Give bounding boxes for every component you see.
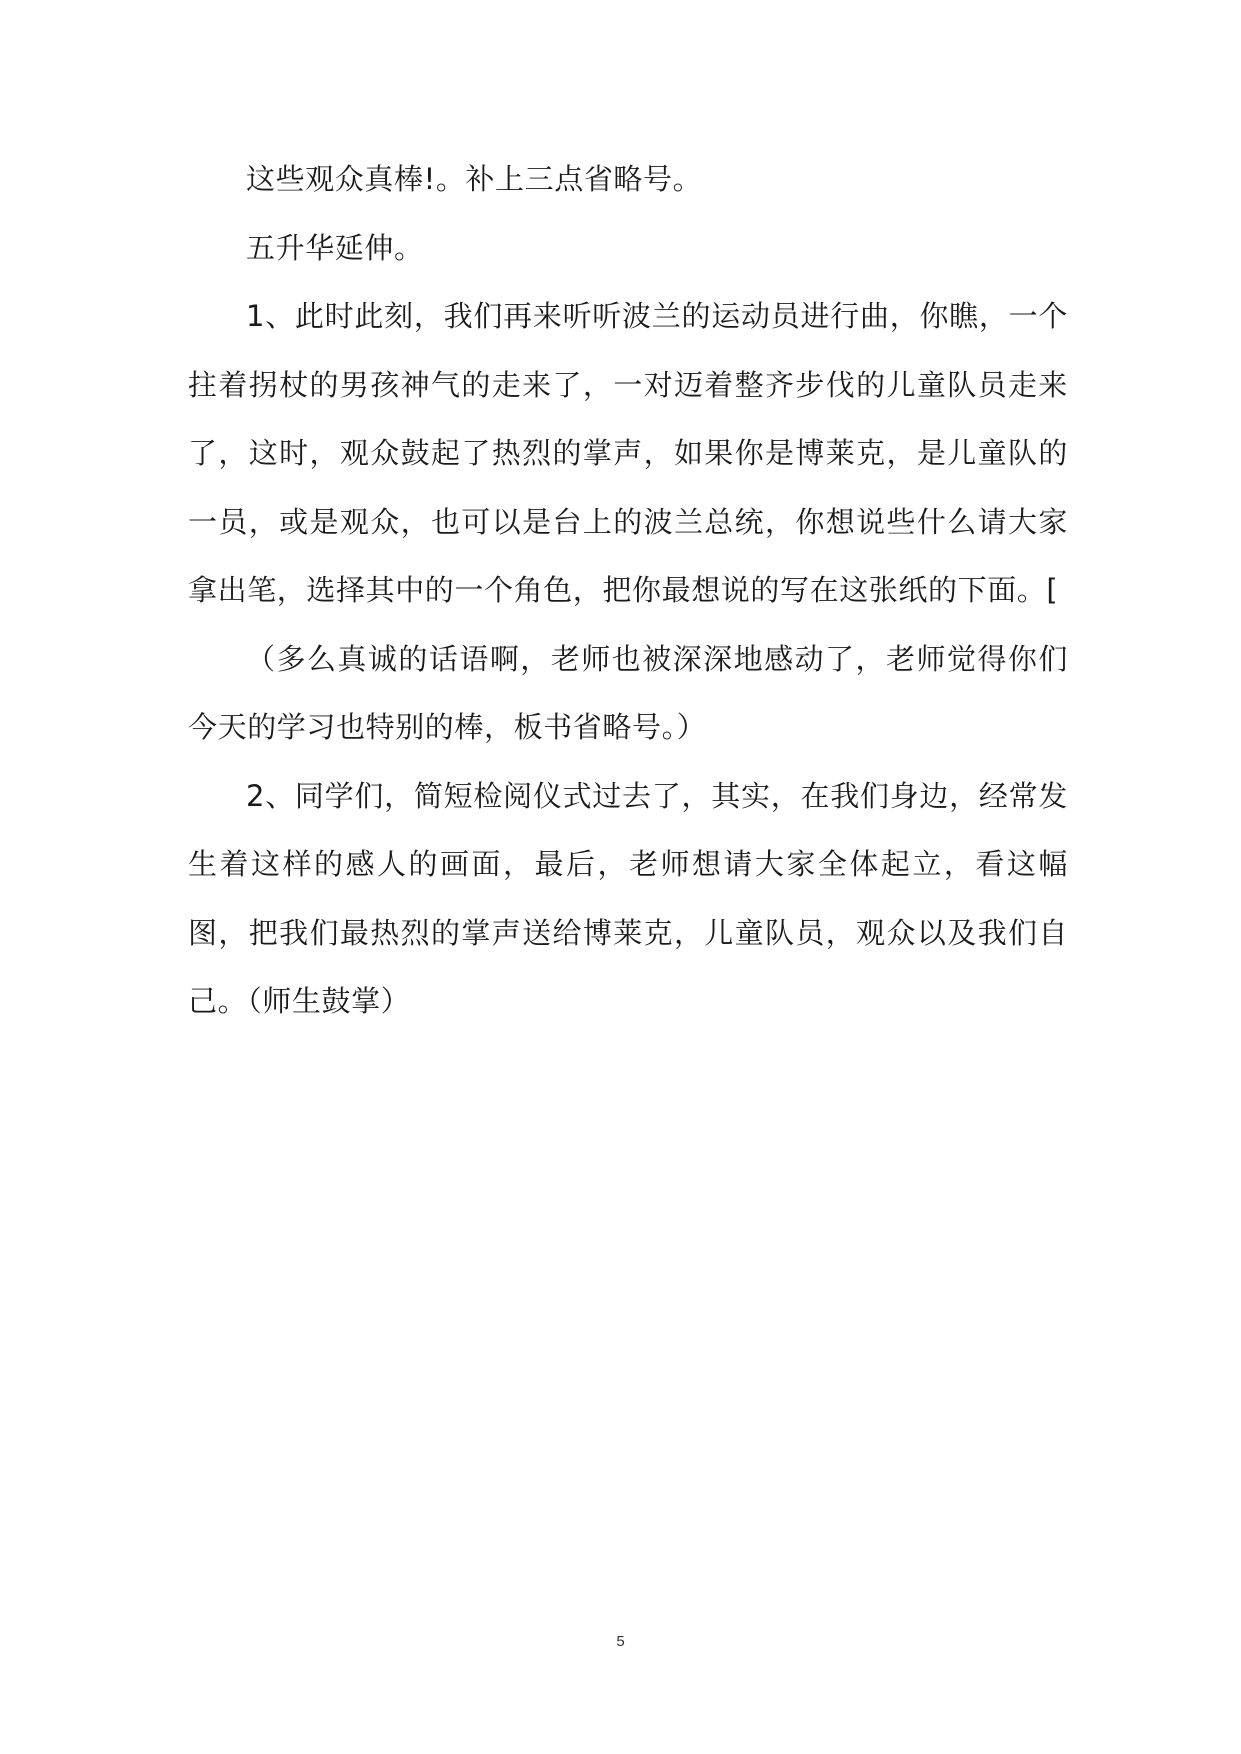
paragraph-activity-1: 1、此时此刻，我们再来听听波兰的运动员进行曲，你瞧，一个拄着拐杖的男孩神气的走来了，一对迈着整齐步伐的儿童队员走来了，这时，观众鼓起了热烈的掌声，如果你是博莱克，是儿童队的一员，或是观众，也可以是台上的波兰总统，你想说些什么请大家拿出笔，选择其中的一个角色，把你最想说的写在这张纸的下面。[	[188, 299, 1068, 607]
paragraph-teacher-remark: （多么真诚的话语啊，老师也被深深地感动了，老师觉得你们今天的学习也特别的棒，板书省略号。）	[188, 641, 1068, 744]
page-number: 5	[616, 1633, 625, 1650]
paragraph-audience-praise: 这些观众真棒!。补上三点省略号。	[246, 162, 703, 196]
paragraph-activity-2: 2、同学们，简短检阅仪式过去了，其实，在我们身边，经常发生着这样的感人的画面，最后，老师想请大家全体起立，看这幅图，把我们最热烈的掌声送给博莱克，儿童队员，观众以及我们自己。（师生鼓掌）	[188, 778, 1068, 1018]
document-body	[188, 145, 1068, 1036]
section-heading-extension: 五升华延伸。	[246, 230, 424, 265]
